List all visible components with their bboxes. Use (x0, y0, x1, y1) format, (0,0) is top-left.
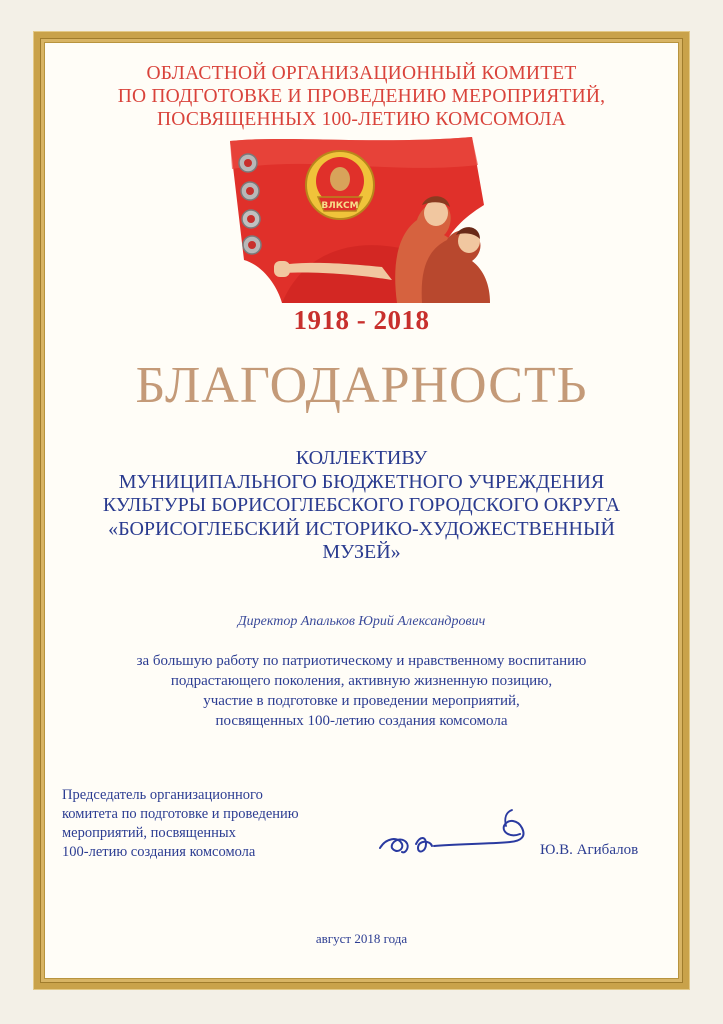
komsomol-flag-emblem (222, 135, 512, 303)
signer-name: Ю.В. Агибалов (540, 842, 639, 858)
svg-text:ВЛКСМ: ВЛКСМ (321, 201, 359, 211)
recipient-line: КУЛЬТУРЫ БОРИСОГЛЕБСКОГО ГОРОДСКОГО ОКРУГА (102, 494, 621, 516)
recipient-line: КОЛЛЕКТИВУ (295, 447, 428, 469)
chairman-line: мероприятий, посвященных (62, 825, 236, 841)
reason-line: подрастающего поколения, активную жизненную позицию, (170, 673, 553, 689)
recipient-line: МУНИЦИПАЛЬНОГО БЮДЖЕТНОГО УЧРЕЖДЕНИЯ (118, 470, 605, 493)
reason-line: за большую работу по патриотическому и нравственному воспитанию (136, 653, 587, 669)
reason-line: посвященных 100-летию создания комсомола (215, 713, 508, 729)
chairman-line: 100-летию создания комсомола (62, 844, 256, 860)
issuer-header (44, 62, 679, 131)
komsomol-badge-icon (306, 151, 374, 219)
reason-line: участие в подготовке и проведении мероприятий, (203, 693, 520, 709)
chairman-title (62, 786, 392, 862)
chairman-line: Председатель организационного (62, 787, 263, 803)
anniversary-years: 1918 - 2018 (293, 305, 430, 335)
recipient-block (44, 447, 679, 565)
issue-date: август 2018 года (315, 931, 408, 946)
certificate-title: БЛАГОДАРНОСТЬ (135, 357, 588, 414)
recipient-line: «БОРИСОГЛЕБСКИЙ ИСТОРИКО-ХУДОЖЕСТВЕННЫЙ (108, 517, 615, 540)
recipient-line: МУЗЕЙ» (322, 541, 401, 563)
header-line: ПО ПОДГОТОВКЕ И ПРОВЕДЕНИЮ МЕРОПРИЯТИЙ, (117, 86, 606, 107)
chairman-line: комитета по подготовке и проведению (62, 806, 299, 822)
header-line: ОБЛАСТНОЙ ОРГАНИЗАЦИОННЫЙ КОМИТЕТ (146, 63, 577, 84)
director-line: Директор Апальков Юрий Александрович (237, 614, 486, 629)
reason-text (44, 651, 679, 731)
handwritten-signature (376, 808, 534, 864)
header-line: ПОСВЯЩЕННЫХ 100-ЛЕТИЮ КОМСОМОЛА (157, 109, 566, 130)
